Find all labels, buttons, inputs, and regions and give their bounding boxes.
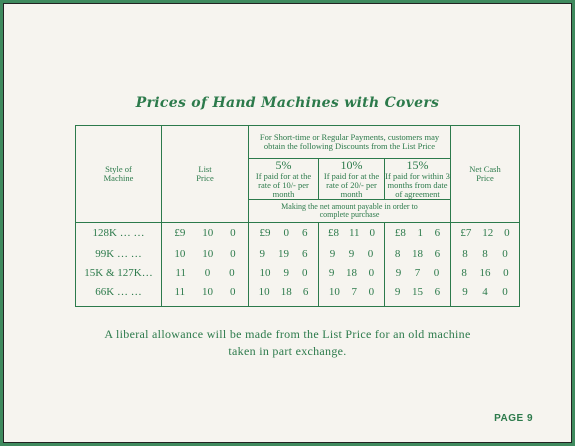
pence-value: 6 [302,247,308,260]
pounds-value: 9 [259,247,265,260]
shillings-value: 0 [204,266,211,279]
pounds-value: 11 [174,285,186,298]
table-row [76,264,520,283]
d15-price-cell [385,245,451,264]
list-price-cell [162,264,249,283]
footer-line-1: A liberal allowance will be made from the List Price for an old machine [104,327,471,341]
machine-style-cell: 128K … … [76,222,162,245]
table-row [76,222,520,245]
pounds-value: 9 [328,266,335,279]
shillings-value: 15 [411,285,423,298]
pounds-value: 8 [462,247,468,260]
page-title: Prices of Hand Machines with Covers [135,95,440,111]
pence-value: 6 [434,227,441,240]
pence-value: 6 [302,227,308,240]
pence-value: 0 [504,227,510,240]
shillings-value: 9 [283,266,289,279]
list-price-cell [162,222,249,245]
shillings-value: 10 [202,285,214,298]
shillings-value: 1 [417,227,423,240]
pence-value: 6 [302,285,309,298]
list-price-header [162,126,249,223]
pounds-value: 10 [328,285,340,298]
discount-15-pct: 15% [406,158,429,172]
discount-10-text: If paid for at the rate of 20/- per month [323,171,380,200]
discount-5-pct: 5% [275,158,292,172]
pounds-value: 9 [329,247,336,260]
d15-price-cell [385,283,451,307]
page-number: PAGE 9 [494,413,533,424]
pence-value: 0 [368,266,375,279]
net-price-cell [451,283,520,307]
shillings-value: 0 [283,227,289,240]
pounds-value: 10 [259,266,271,279]
shillings-value: 11 [348,227,360,240]
shillings-value: 18 [411,247,423,260]
net-price-cell [451,245,520,264]
shillings-value: 16 [479,266,491,279]
machine-style-cell: 15K & 127K… [76,264,162,283]
pence-value: 0 [230,227,236,240]
discount-5-text: If paid for at the rate of 10/- per month [255,171,312,200]
d15-price-cell [385,264,451,283]
shillings-value: 9 [348,247,355,260]
net-price-cell [451,264,520,283]
list-price-header-text: List Price [196,164,214,183]
shillings-value: 19 [278,247,289,260]
pounds-value: 10 [258,285,270,298]
pounds-value: 9 [395,266,402,279]
d5-price-cell [249,283,319,307]
discount-15-header [385,159,451,200]
discount-10-pct: 10% [340,158,363,172]
pounds-value: £8 [327,227,339,240]
style-header-text: Style of Machine [103,164,134,183]
pounds-value: 10 [174,247,186,260]
d5-price-cell [249,264,319,283]
net-price-cell [451,222,520,245]
d15-price-cell [385,222,451,245]
shillings-value: 12 [482,227,494,240]
pounds-value: £8 [394,227,406,240]
shillings-value: 18 [280,285,292,298]
shillings-value: 7 [414,266,421,279]
d10-price-cell [319,283,385,307]
net-cash-header [451,126,520,223]
pence-value: 0 [367,247,374,260]
discount-5-header [249,159,319,200]
discount-15-text: If paid for within 3 months from date of agreement [385,171,450,200]
pence-value: 0 [502,247,508,260]
machine-style-cell: 99K … … [76,245,162,264]
pence-value: 0 [433,266,440,279]
d5-price-cell [249,222,319,245]
pounds-value: 9 [394,285,401,298]
pence-value: 0 [229,266,235,279]
pounds-value: 9 [462,285,468,298]
pounds-value: £9 [174,227,186,240]
pounds-value: 8 [461,266,467,279]
d10-price-cell [319,245,385,264]
list-price-cell [162,245,249,264]
pence-value: 0 [302,266,308,279]
pence-value: 0 [368,285,375,298]
document-page [3,3,572,443]
pounds-value: £9 [259,227,271,240]
pounds-value: 11 [175,266,186,279]
machine-style-cell: 66K … … [76,283,162,307]
d10-price-cell [319,222,385,245]
shillings-value: 4 [482,285,488,298]
shillings-value: 10 [202,247,214,260]
pence-value: 0 [230,247,236,260]
style-header [76,126,162,223]
pence-value: 0 [230,285,236,298]
shillings-value: 10 [202,227,214,240]
price-table [75,125,520,307]
net-amount-note: Making the net amount payable in order to complete purchase [249,199,451,222]
net-cash-header-text: Net Cash Price [469,164,501,183]
discount-intro-header: For Short-time or Regular Payments, customers may obtain the following Discounts from the List Price [249,126,451,159]
table-row [76,283,520,307]
pence-value: 0 [502,285,508,298]
pence-value: 6 [434,285,441,298]
pounds-value: £7 [460,227,472,240]
list-price-cell [162,283,249,307]
footer-line-2: taken in part exchange. [228,343,347,358]
footer-note [4,326,571,360]
pence-value: 0 [503,266,509,279]
d5-price-cell [249,245,319,264]
d10-price-cell [319,264,385,283]
shillings-value: 18 [345,266,357,279]
pounds-value: 8 [394,247,401,260]
discount-10-header [319,159,385,200]
price-rows [76,222,520,306]
shillings-value: 7 [351,285,357,298]
pence-value: 0 [369,227,376,240]
shillings-value: 8 [482,247,488,260]
pence-value: 6 [434,247,441,260]
table-row [76,245,520,264]
